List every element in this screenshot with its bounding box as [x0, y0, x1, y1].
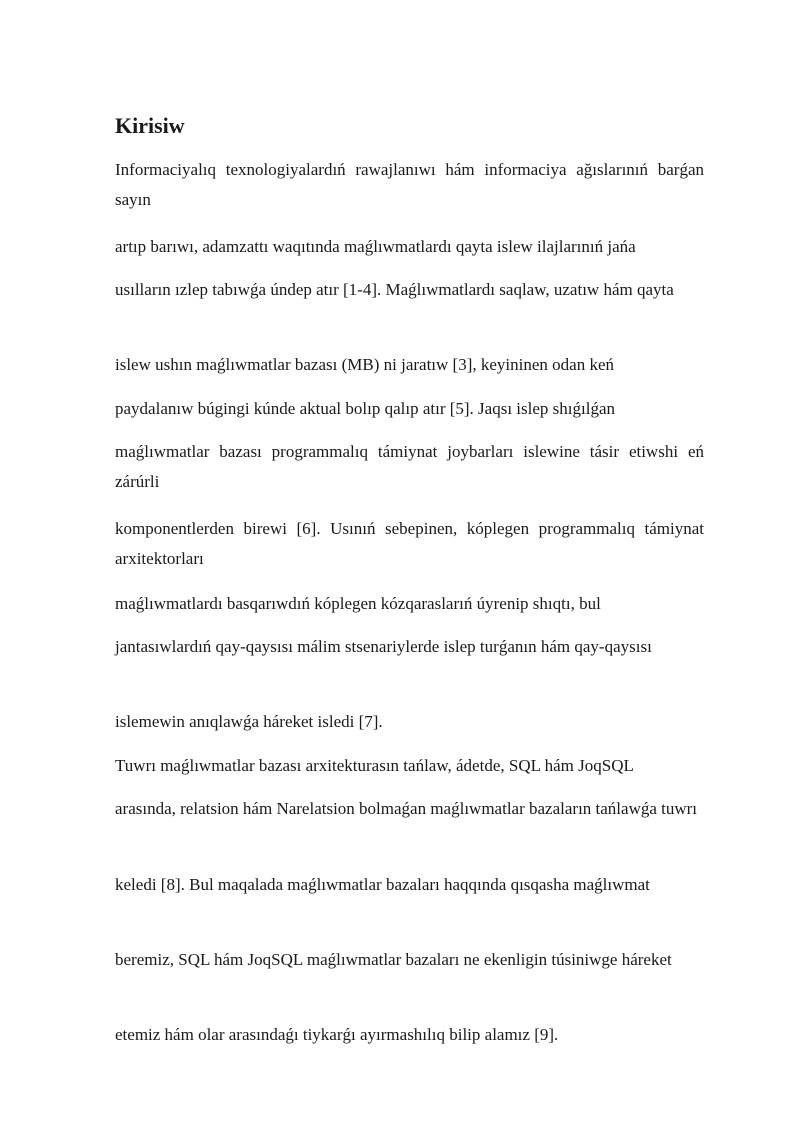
- text-line: jantasıwlardıń qay-qaysısı málim stsenariylerde islep turǵanın hám qay-qaysısı: [115, 637, 652, 656]
- text-line: arasında, relatsion hám Narelatsion bolmaǵan maǵlıwmatlar bazaların tańlawǵa tuwrı: [115, 799, 698, 818]
- text-line: paydalanıw búgingi kúnde aktual bolıp qalıp atır [5]. Jaqsı islep shıǵılǵan: [115, 399, 615, 418]
- section-heading: Kirisiw: [115, 113, 185, 138]
- text-line: maǵlıwmatlar bazası programmalıq támiynat joybarları islewine tásir etiwshi eń zárúrli: [115, 442, 704, 491]
- text-line: komponentlerden birewi [6]. Usınıń sebepinen, kóplegen programmalıq támiynat arxitektorları: [115, 519, 704, 568]
- text-line: Tuwrı maǵlıwmatlar bazası arxitekturasın tańlaw, ádetde, SQL hám JoqSQL: [115, 756, 634, 775]
- text-line: maǵlıwmatlardı basqarıwdıń kóplegen kózqaraslarıń úyrenip shıqtı, bul: [115, 594, 601, 613]
- text-line: islew ushın maǵlıwmatlar bazası (MB) ni jaratıw [3], keyininen odan keń: [115, 355, 615, 374]
- text-line: islemewin anıqlawǵa háreket isledi [7].: [115, 712, 383, 731]
- text-line: etemiz hám olar arasındaǵı tiykarǵı ayırmashılıq bilip alamız [9].: [115, 1025, 559, 1044]
- text-line: artıp barıwı, adamzattı waqıtında maǵlıwmatlardı qayta islew ilajlarınıń jańa: [115, 237, 636, 256]
- text-line: usılların ızlep tabıwǵa úndep atır [1-4]. Maǵlıwmatlardı saqlaw, uzatıw hám qayta: [115, 280, 674, 299]
- text-line: Informaciyalıq texnologiyalardıń rawajlanıwı hám informaciya ağıslarınıń barǵan sayın: [115, 160, 704, 209]
- text-line: beremiz, SQL hám JoqSQL maǵlıwmatlar bazaları ne ekenligin túsiniwge háreket: [115, 950, 672, 969]
- text-line: keledi [8]. Bul maqalada maǵlıwmatlar bazaları haqqında qısqasha maǵlıwmat: [115, 875, 650, 894]
